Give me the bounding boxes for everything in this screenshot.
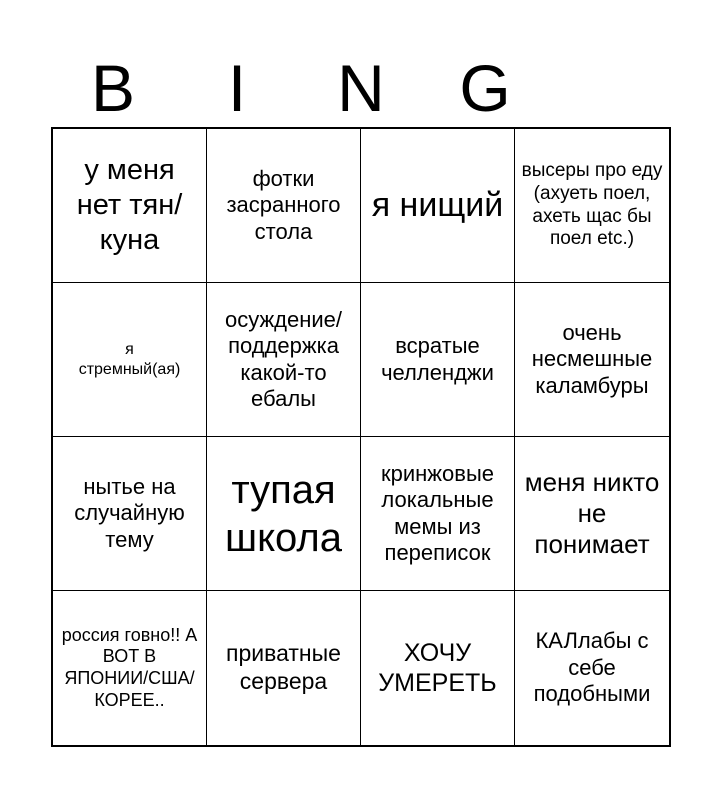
bingo-cell[interactable]: ХОЧУ УМЕРЕТЬ bbox=[361, 591, 515, 745]
bingo-cell[interactable]: тупая школа bbox=[207, 437, 361, 591]
header-letter-i: I bbox=[227, 51, 247, 125]
bingo-cell[interactable]: осуждение/поддержка какой-то ебалы bbox=[207, 283, 361, 437]
bingo-cell[interactable]: кринжовые локальные мемы из переписок bbox=[361, 437, 515, 591]
bingo-board bbox=[51, 127, 671, 747]
bingo-cell[interactable]: очень несмешные каламбуры bbox=[515, 283, 669, 437]
bingo-cell[interactable]: КАЛлабы с себе подобными bbox=[533, 628, 651, 707]
bingo-cell[interactable]: фотки засранного стола bbox=[207, 129, 361, 283]
bingo-cell[interactable]: у меня нет тян/куна bbox=[53, 129, 207, 283]
bingo-header bbox=[51, 48, 671, 128]
bingo-cell[interactable]: высеры про еду (ахуеть поел, ахеть щас бы поел etc.) bbox=[515, 129, 669, 283]
bingo-cell[interactable]: меня никто не понимает bbox=[515, 437, 669, 591]
bingo-cell[interactable]: я стремный(ая) bbox=[53, 283, 207, 437]
header-letter-b: B bbox=[90, 51, 136, 125]
header-letter-g: G bbox=[459, 51, 511, 125]
bingo-cell[interactable]: всратые челленджи bbox=[361, 283, 515, 437]
bingo-cell[interactable]: я нищий bbox=[361, 129, 515, 283]
bingo-cell[interactable]: нытье на случайную тему bbox=[53, 437, 207, 591]
bingo-cell[interactable]: приватные сервера bbox=[207, 591, 361, 745]
header-letter-n: N bbox=[337, 51, 385, 125]
bingo-cell[interactable]: россия говно!! А ВОТ В ЯПОНИИ/США/КОРЕЕ.. bbox=[53, 591, 207, 745]
